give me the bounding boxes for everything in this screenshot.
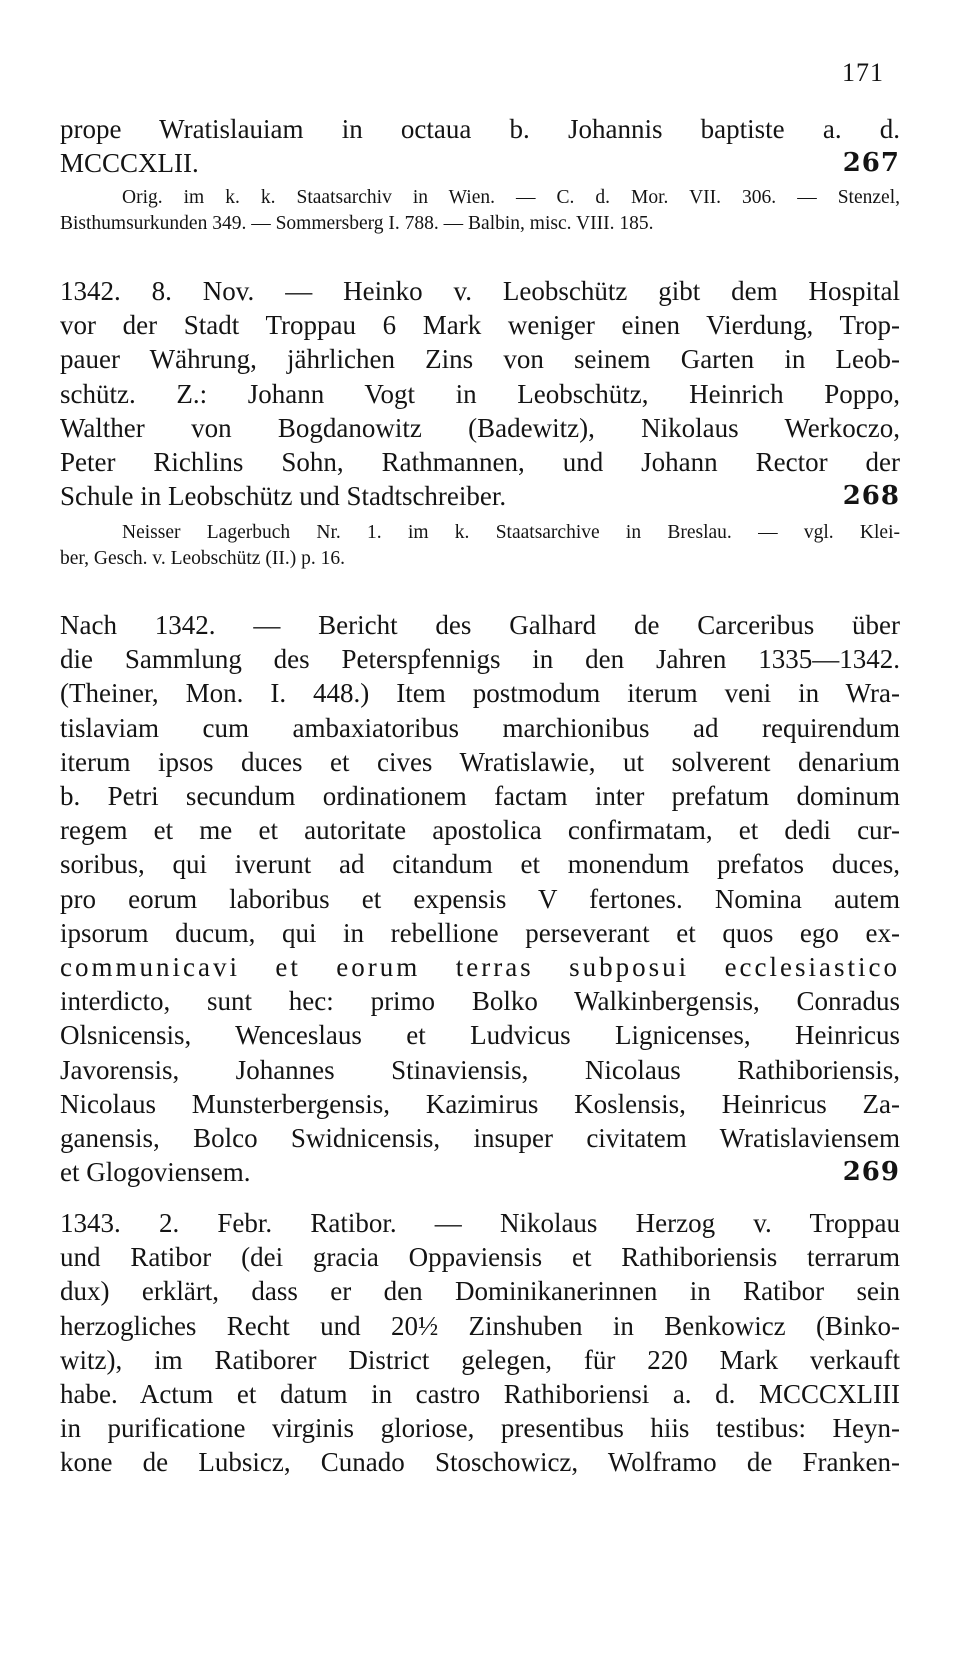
text-line bbox=[60, 1155, 900, 1189]
text-line: habe. Actum et datum in castro Rathiboriensi a. d. MCCCXLIII bbox=[60, 1379, 900, 1410]
text-line: b. Petri secundum ordinationem factam inter prefatum dominum bbox=[60, 781, 900, 812]
text-line: ipsorum ducum, qui in rebellione perseverant et quos ego ex- bbox=[60, 917, 900, 948]
text-line bbox=[60, 479, 900, 513]
entry-number: 268 bbox=[842, 481, 900, 512]
text-line: (Theiner, Mon. I. 448.) Item postmodum iterum veni in Wra- bbox=[60, 678, 900, 709]
text-line: ganensis, Bolco Swidnicensis, insuper civitatem Wratislaviensem bbox=[60, 1123, 900, 1154]
entry-268-source bbox=[60, 520, 900, 572]
text-line: Nach 1342. — Bericht des Galhard de Carceribus über bbox=[60, 610, 900, 640]
text-line: Walther von Bogdanowitz (Badewitz), Nikolaus Werkoczo, bbox=[60, 412, 900, 443]
source-line: Orig. im k. k. Staatsarchiv in Wien. — C. d. Mor. VII. 306. — Stenzel, bbox=[122, 187, 900, 208]
text-line: witz), im Ratiborer District gelegen, für 220 Mark verkauft bbox=[60, 1344, 900, 1375]
text-line: pauer Währung, jährlichen Zins von seinem Garten in Leob- bbox=[60, 344, 900, 375]
text-line: tislaviam cum ambaxiatoribus marchionibus ad requirendum bbox=[60, 712, 900, 743]
text-line: interdicto, sunt hec: primo Bolko Walkinbergensis, Conradus bbox=[60, 986, 900, 1017]
text-line: Nicolaus Munsterbergensis, Kazimirus Koslensis, Heinricus Za- bbox=[60, 1088, 900, 1119]
text-line: 1342. 8. Nov. — Heinko v. Leobschütz gibt dem Hospital bbox=[60, 276, 900, 306]
text-line: und Ratibor (dei gracia Oppaviensis et Rathiboriensis terrarum bbox=[60, 1242, 900, 1273]
entry-267-text bbox=[60, 112, 900, 180]
page-number: 171 bbox=[842, 58, 884, 87]
source-line: Bisthumsurkunden 349. — Sommersberg I. 788. — Balbin, misc. VIII. 185. bbox=[60, 213, 654, 234]
text-line: regem et me et autoritate apostolica confirmatam, et dedi cur- bbox=[60, 815, 900, 846]
entry-270-text bbox=[60, 1206, 900, 1480]
text-line: prope Wratislauiam in octaua b. Johannis baptiste a. d. bbox=[60, 114, 900, 144]
text-line: in purificatione virginis gloriose, presentibus hiis testibus: Heyn- bbox=[60, 1413, 900, 1444]
entry-269-text bbox=[60, 608, 900, 1189]
entry-268-text bbox=[60, 274, 900, 513]
text-line: schütz. Z.: Johann Vogt in Leobschütz, Heinrich Poppo, bbox=[60, 378, 900, 409]
text-line: iterum ipsos duces et cives Wratislawie, ut solverent denarium bbox=[60, 746, 900, 777]
text-line: dux) erklärt, dass er den Dominikanerinnen in Ratibor sein bbox=[60, 1276, 900, 1307]
text-line: 1343. 2. Febr. Ratibor. — Nikolaus Herzog v. Troppau bbox=[60, 1208, 900, 1238]
source-line: Neisser Lagerbuch Nr. 1. im k. Staatsarchive in Breslau. — vgl. Klei- bbox=[122, 522, 900, 543]
text-line bbox=[60, 146, 900, 180]
text-line-content: Schule in Leobschütz und Stadtschreiber. bbox=[60, 481, 507, 512]
text-line: pro eorum laboribus et expensis V fertones. Nomina autem bbox=[60, 883, 900, 914]
text-line: Peter Richlins Sohn, Rathmannen, und Johann Rector der bbox=[60, 447, 900, 478]
text-line: communicavi et eorum terras subposui ecclesiastico bbox=[60, 952, 900, 983]
text-line-content: MCCCXLII. bbox=[60, 148, 199, 179]
text-line-content: et Glogoviensem. bbox=[60, 1157, 251, 1188]
source-line: ber, Gesch. v. Leobschütz (II.) p. 16. bbox=[60, 548, 345, 569]
text-line: Olsnicensis, Wenceslaus et Ludvicus Lignicenses, Heinricus bbox=[60, 1020, 900, 1051]
text-line: kone de Lubsicz, Cunado Stoschowicz, Wolframo de Franken- bbox=[60, 1447, 900, 1478]
entry-267-source bbox=[60, 185, 900, 237]
entry-number: 269 bbox=[842, 1157, 900, 1188]
text-line: die Sammlung des Peterspfennigs in den Jahren 1335—1342. bbox=[60, 644, 900, 675]
entry-number: 267 bbox=[842, 148, 900, 179]
text-line: soribus, qui iverunt ad citandum et monendum prefatos duces, bbox=[60, 849, 900, 880]
text-line: herzogliches Recht und 20½ Zinshuben in Benkowicz (Binko- bbox=[60, 1310, 900, 1341]
text-line: Javorensis, Johannes Stinaviensis, Nicolaus Rathiboriensis, bbox=[60, 1054, 900, 1085]
text-line: vor der Stadt Troppau 6 Mark weniger einen Vierdung, Trop- bbox=[60, 310, 900, 341]
